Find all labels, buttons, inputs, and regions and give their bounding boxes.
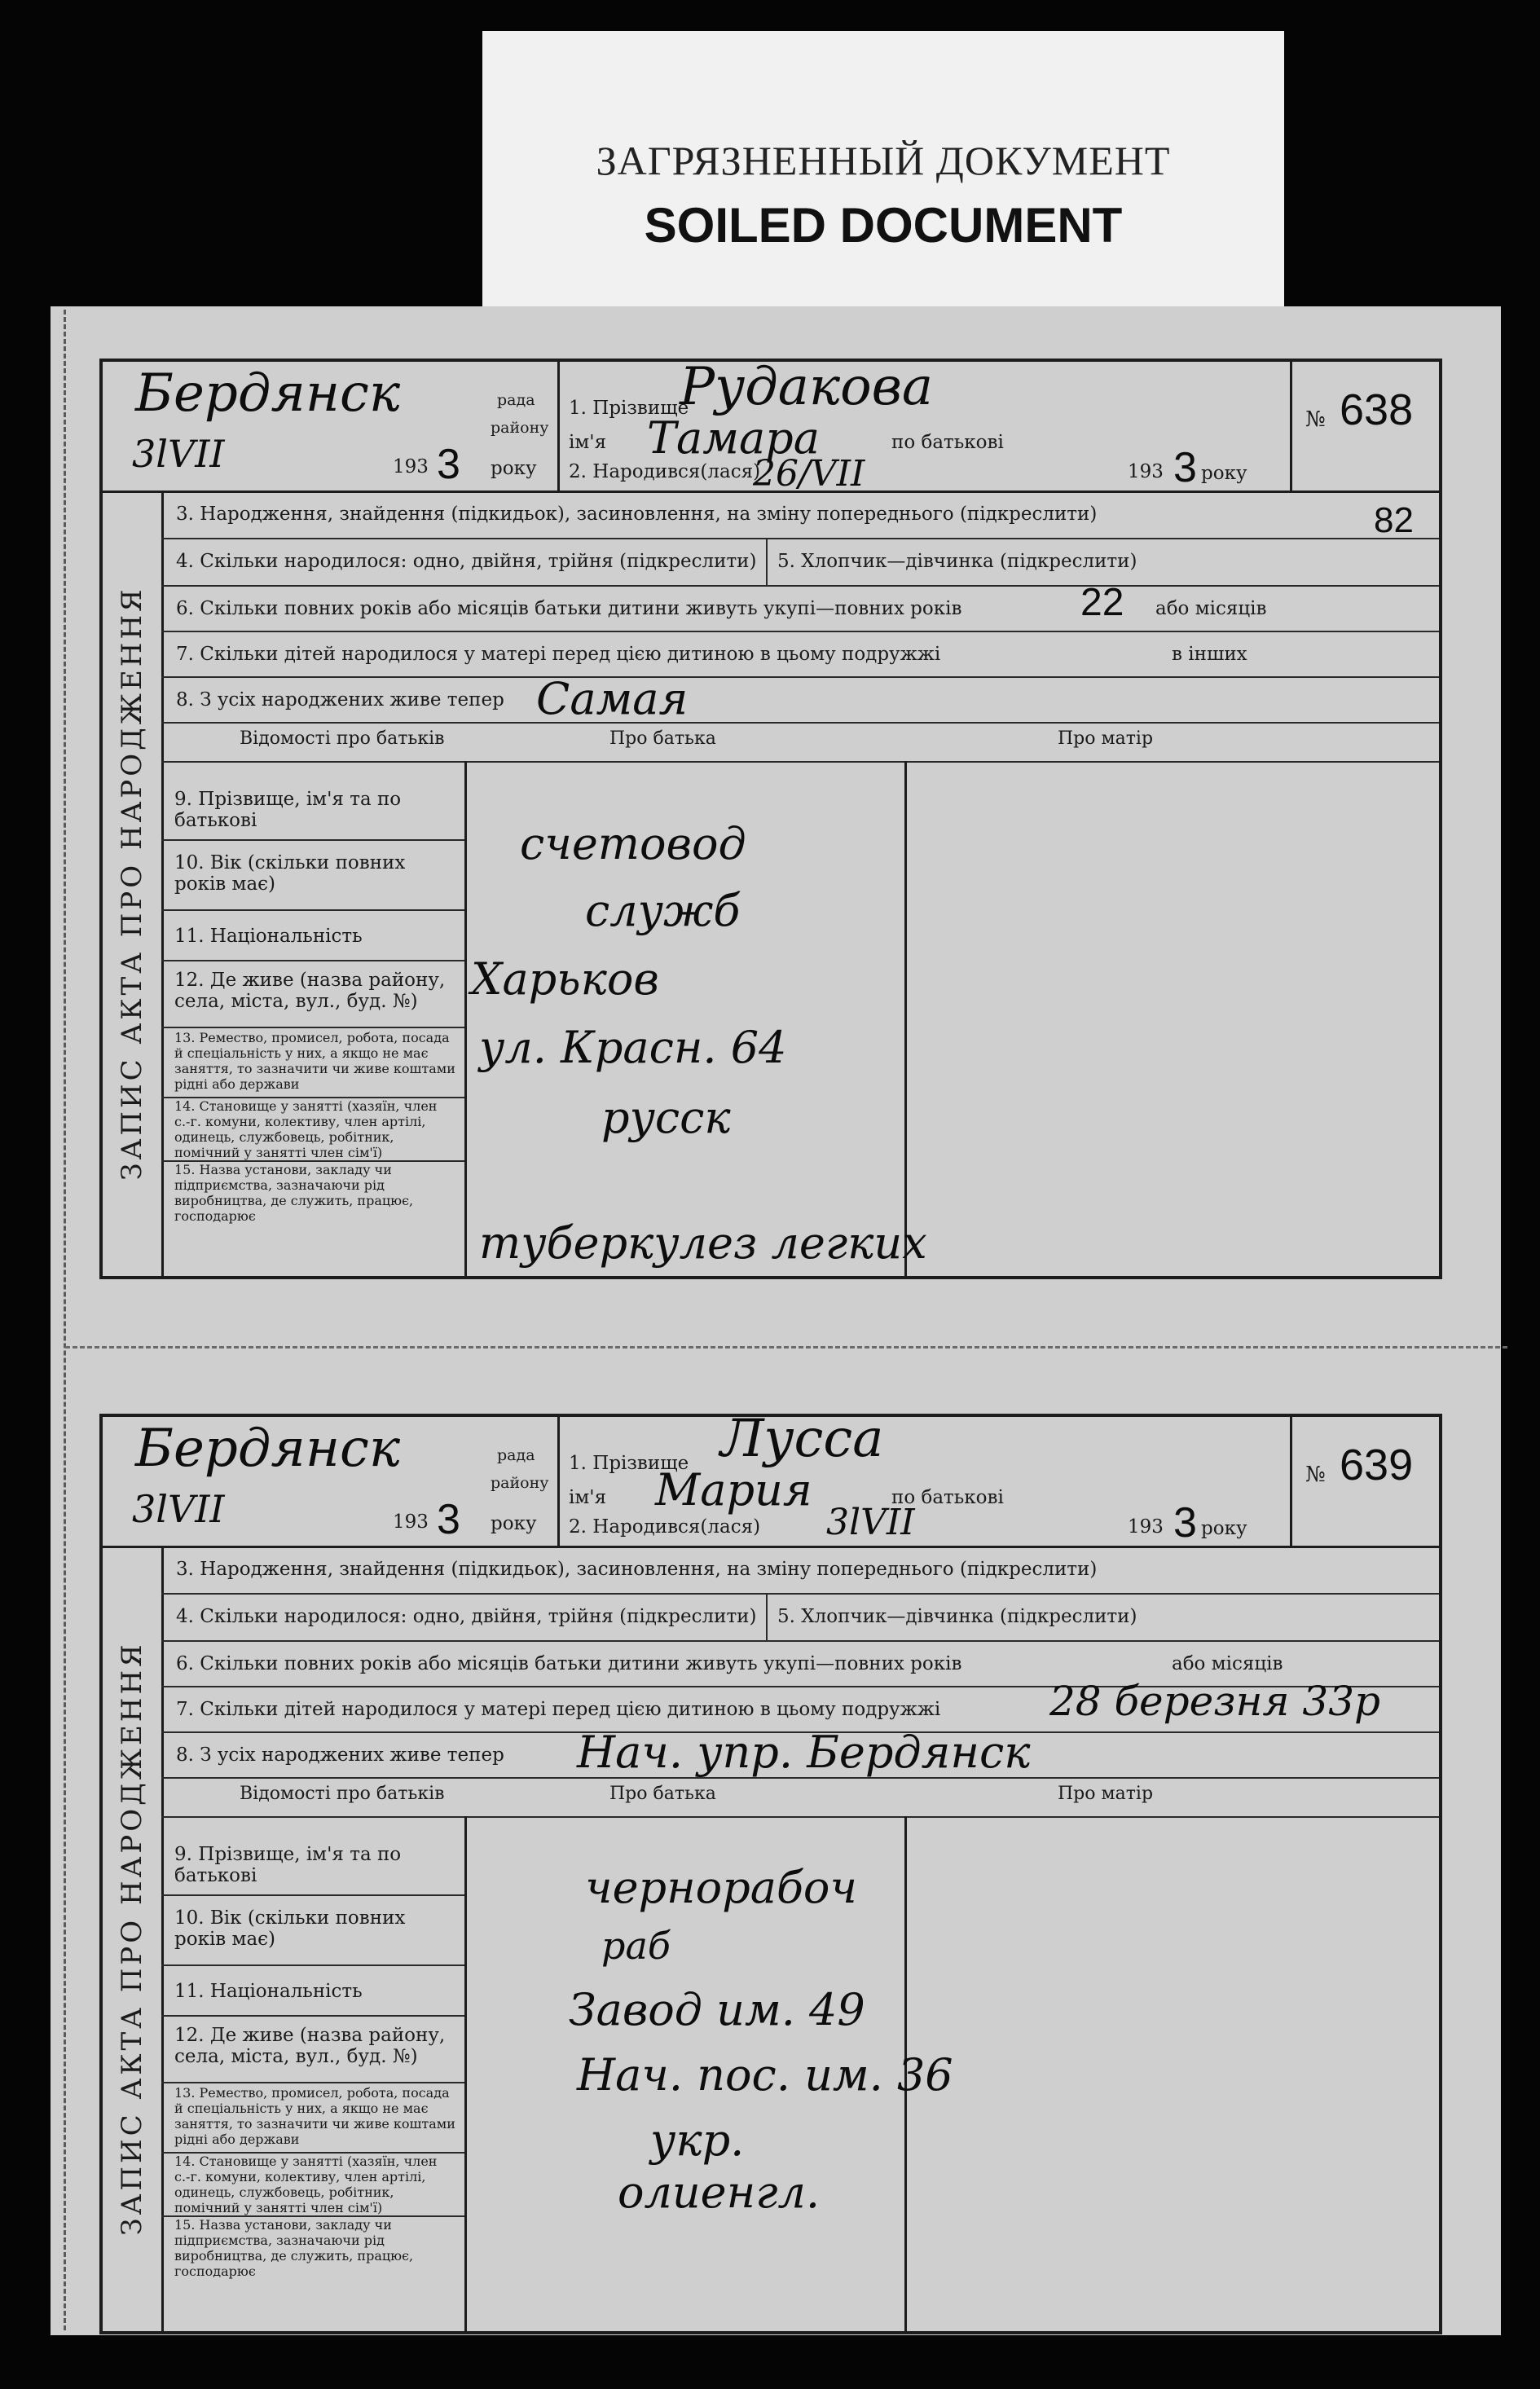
soiled-document-label	[482, 31, 1284, 306]
date-handwriting: 3lVII	[132, 1487, 225, 1531]
field-12-label: 12. Де живе (назва району, села, міста, вул., буд. №)	[174, 2025, 446, 2067]
row-6	[161, 581, 1439, 632]
parents-header: Відомості про батьків	[240, 728, 445, 749]
field-9	[161, 761, 464, 841]
father-header: Про батька	[609, 1784, 716, 1804]
row-5-text: 5. Хлопчик—дівчинка (підкреслити)	[766, 1593, 1137, 1640]
rada-label: рада	[497, 391, 535, 409]
mother-header: Про матір	[1058, 1784, 1154, 1804]
row-8	[161, 673, 1439, 724]
rada-handwriting: Бердянск	[135, 1419, 401, 1479]
field-11	[161, 1964, 464, 2017]
vertical-title	[103, 491, 164, 1276]
label-russian: ЗАГРЯЗНЕННЫЙ ДОКУМЕНТ	[596, 138, 1171, 183]
field-14	[161, 2152, 464, 2217]
birth-roku-label: року	[1201, 1518, 1247, 1539]
mother-header: Про матір	[1058, 728, 1154, 749]
year-digit: 3	[437, 441, 460, 488]
row-4-5	[161, 538, 1439, 587]
record-header	[103, 1409, 1439, 1548]
birth-record-638	[99, 359, 1442, 1279]
row-3	[161, 1546, 1439, 1595]
field-labels-column	[161, 1816, 467, 2331]
field-10	[161, 839, 464, 911]
patronymic-label: по батькові	[891, 1487, 1004, 1508]
record-number-cell	[1290, 362, 1439, 491]
father-line-4: ул. Красн. 64	[479, 1022, 787, 1073]
vertical-title-text: ЗАПИС АКТА ПРО НАРОДЖЕННЯ	[116, 586, 148, 1181]
raionu-label: району	[491, 419, 549, 437]
roku-label: року	[491, 458, 537, 479]
surname-handwriting: Лусса	[720, 1409, 884, 1469]
child-name-cell	[557, 357, 1291, 495]
field-15-label: 15. Назва установи, закладу чи підприємства, зазначаючи рід виробництва, де служить, працює, господарює	[174, 1162, 414, 1224]
patronymic-label: по батькові	[891, 432, 1004, 453]
surname-label: 1. Прізвище	[569, 1453, 689, 1474]
father-line-5: укр.	[650, 2114, 745, 2166]
field-11-label: 11. Національність	[174, 926, 363, 947]
field-15	[161, 1160, 464, 1274]
registry-office-cell	[103, 1417, 560, 1546]
alive-handwriting: Самая	[536, 673, 689, 724]
birth-year-digit: 3	[1173, 1499, 1197, 1546]
row-4-text: 4. Скільки народилося: одно, двійня, трійня (підкреслити)	[176, 1606, 757, 1627]
year-prefix: 193	[393, 456, 429, 477]
field-12	[161, 960, 464, 1028]
field-9-label: 9. Прізвище, ім'я та по батькові	[174, 1844, 402, 1886]
row-4-text: 4. Скільки народилося: одно, двійня, трійня (підкреслити)	[176, 551, 757, 572]
father-line-2: служб	[585, 885, 741, 936]
row-4-5	[161, 1593, 1439, 1642]
row-3-text: 3. Народження, знайдення (підкидьок), засиновлення, на зміну попереднього (підкреслити)	[176, 1559, 1098, 1580]
surname-handwriting: Рудакова	[680, 357, 934, 417]
years-together-handwriting: 28 березня 33р	[1049, 1678, 1381, 1725]
father-line-1: чернорабоч	[585, 1862, 858, 1913]
date-handwriting: 3lVII	[132, 432, 225, 476]
row-6-months: або місяців	[1172, 1653, 1283, 1674]
birth-date-handwriting: 3lVII	[826, 1502, 915, 1543]
fold-line	[65, 1346, 1507, 1348]
number-sign: №	[1305, 407, 1326, 432]
parents-header-row	[161, 1777, 1439, 1818]
field-13	[161, 1027, 464, 1098]
year-digit: 3	[437, 1496, 460, 1543]
row-7	[161, 631, 1439, 678]
row-8-text: 8. З усіх народжених живе тепер	[176, 1744, 504, 1766]
birth-year-prefix: 193	[1128, 1516, 1164, 1538]
vertical-title	[103, 1546, 164, 2331]
field-10-label: 10. Вік (скільки повних років має)	[174, 852, 406, 895]
row-3	[161, 491, 1439, 539]
field-10	[161, 1894, 464, 1966]
born-label: 2. Народився(лася)	[569, 461, 761, 482]
field-11	[161, 909, 464, 961]
row-8	[161, 1727, 1439, 1779]
raionu-label: району	[491, 1474, 549, 1492]
field-10-label: 10. Вік (скільки повних років має)	[174, 1907, 406, 1950]
born-label: 2. Народився(лася)	[569, 1516, 761, 1538]
label-english: SOILED DOCUMENT	[644, 198, 1123, 253]
father-line-4: Нач. пос. им. 36	[577, 2049, 953, 2101]
father-line-5: русск	[601, 1092, 731, 1143]
given-name-handwriting: Тамара	[647, 412, 820, 464]
year-prefix: 193	[393, 1511, 429, 1533]
field-12	[161, 2015, 464, 2083]
record-number-cell	[1290, 1417, 1439, 1546]
record-number: 638	[1340, 385, 1414, 434]
birth-year-prefix: 193	[1128, 461, 1164, 482]
roku-label: року	[491, 1513, 537, 1534]
row-7-text: 7. Скільки дітей народилося у матері перед цією дитиною в цьому подружжі	[176, 1699, 941, 1720]
record-number: 639	[1340, 1441, 1414, 1489]
father-line-6: туберкулез легких	[479, 1217, 927, 1269]
row-8-text: 8. З усіх народжених живе тепер	[176, 689, 504, 711]
row-6-text: 6. Скільки повних років або місяців батьки дитини живуть укупі—повних років	[176, 1653, 962, 1674]
field-15-label: 15. Назва установи, закладу чи підприємства, зазначаючи рід виробництва, де служить, працює, господарює	[174, 2217, 414, 2279]
field-15	[161, 2215, 464, 2330]
given-name-label: ім'я	[569, 432, 607, 453]
parents-header-row	[161, 722, 1439, 763]
rada-handwriting: Бердянск	[135, 363, 401, 424]
record-header	[103, 357, 1439, 495]
field-14-label: 14. Становище у занятті (хазяїн, член с.-г. комуни, колективу, член артілі, одинець, службовець, робітник, помічний у занятті член сім'ї)	[174, 1098, 438, 1160]
father-line-6: олиенгл.	[618, 2167, 821, 2218]
father-line-1: счетовод	[520, 818, 746, 869]
number-sign: №	[1305, 1463, 1326, 1487]
field-labels-column	[161, 761, 467, 1276]
father-line-2: раб	[601, 1924, 671, 1968]
given-name-handwriting: Мария	[655, 1464, 812, 1516]
row-5-text: 5. Хлопчик—дівчинка (підкреслити)	[766, 538, 1137, 585]
parents-grid	[161, 1816, 1439, 2331]
father-line-3: Завод им. 49	[569, 1984, 865, 2035]
field-13-label: 13. Ремество, промисел, робота, посада й спеціальність у них, а якщо не має заняття, то зазначити чи живе коштами рідні або держави	[174, 1030, 455, 1092]
birth-year-digit: 3	[1173, 444, 1197, 491]
rada-label: рада	[497, 1446, 535, 1464]
row-7-other: в інших	[1172, 644, 1247, 665]
parents-header: Відомості про батьків	[240, 1784, 445, 1804]
surname-label: 1. Прізвище	[569, 398, 689, 419]
row-6-months: або місяців	[1155, 598, 1267, 619]
registry-office-cell	[103, 362, 560, 491]
field-13-label: 13. Ремество, промисел, робота, посада й спеціальність у них, а якщо не має заняття, то зазначити чи живе коштами рідні або держави	[174, 2085, 455, 2147]
field-14	[161, 1097, 464, 1162]
row-3-text: 3. Народження, знайдення (підкидьок), засиновлення, на зміну попереднього (підкреслити)	[176, 504, 1098, 525]
field-9-label: 9. Прізвище, ім'я та по батькові	[174, 789, 402, 831]
father-line-3: Харьков	[471, 953, 659, 1005]
field-9	[161, 1816, 464, 1896]
perforation-line	[64, 310, 66, 2330]
parents-grid	[161, 761, 1439, 1276]
vertical-title-text: ЗАПИС АКТА ПРО НАРОДЖЕННЯ	[116, 1641, 148, 2236]
field-14-label: 14. Становище у занятті (хазяїн, член с.-г. комуни, колективу, член артілі, одинець, службовець, робітник, помічний у занятті член сім'ї)	[174, 2154, 438, 2215]
corner-mark: 82	[1374, 500, 1414, 540]
field-13	[161, 2082, 464, 2154]
field-12-label: 12. Де живе (назва району, села, міста, вул., буд. №)	[174, 970, 446, 1012]
alive-handwriting: Нач. упр. Бердянск	[577, 1727, 1031, 1778]
row-7-text: 7. Скільки дітей народилося у матері перед цією дитиною в цьому подружжі	[176, 644, 941, 665]
child-name-cell	[557, 1409, 1291, 1546]
years-together-handwriting: 22	[1080, 581, 1124, 624]
father-header: Про батька	[609, 728, 716, 749]
birth-roku-label: року	[1201, 463, 1247, 484]
birth-date-handwriting: 26/VII	[753, 453, 865, 495]
birth-record-639	[99, 1409, 1442, 2334]
field-11-label: 11. Національність	[174, 1981, 363, 2002]
given-name-label: ім'я	[569, 1487, 607, 1508]
row-6-text: 6. Скільки повних років або місяців батьки дитини живуть укупі—повних років	[176, 598, 962, 619]
